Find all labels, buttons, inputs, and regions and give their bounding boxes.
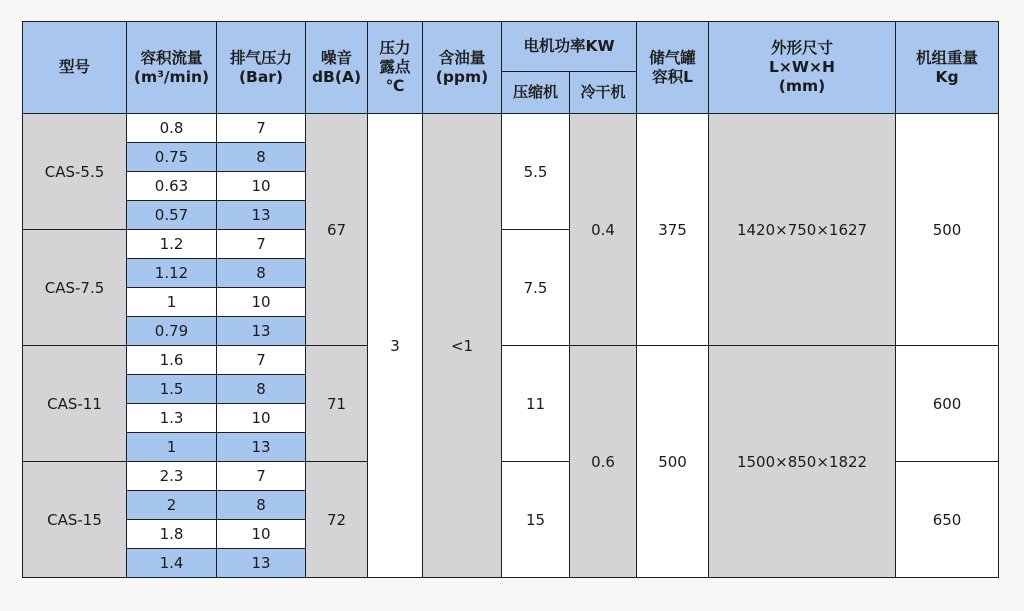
header-pressure <box>217 22 306 114</box>
pressure-cell: 13 <box>217 549 306 578</box>
dew-point-cell: 3 <box>368 114 423 578</box>
header-model-text: 型号 <box>58 58 90 76</box>
flow-cell: 1.5 <box>127 375 217 404</box>
flow-cell: 1 <box>127 433 217 462</box>
dryer-cell: 0.4 <box>570 114 637 346</box>
flow-cell: 1.4 <box>127 549 217 578</box>
pressure-cell: 13 <box>217 433 306 462</box>
header-flow-line1: 容积流量 <box>140 48 203 67</box>
pressure-cell: 7 <box>217 114 306 143</box>
header-weight-line2: Kg <box>935 67 959 86</box>
table-body <box>23 114 999 578</box>
header-model <box>23 22 127 114</box>
weight-cell: 600 <box>896 346 999 462</box>
dryer-cell: 0.6 <box>570 346 637 578</box>
pressure-cell: 8 <box>217 259 306 288</box>
header-tank <box>637 22 709 114</box>
pressure-cell: 10 <box>217 520 306 549</box>
header-dew-point <box>368 22 423 114</box>
compressor-cell: 11 <box>502 346 570 462</box>
header-flow-line2: (m³/min) <box>133 67 210 86</box>
flow-cell: 1.2 <box>127 230 217 259</box>
model-cell: CAS-7.5 <box>23 230 127 346</box>
flow-cell: 0.63 <box>127 172 217 201</box>
pressure-cell: 13 <box>217 201 306 230</box>
model-cell: CAS-11 <box>23 346 127 462</box>
header-noise-line2: dB(A) <box>311 67 362 86</box>
flow-cell: 0.75 <box>127 143 217 172</box>
model-cell: CAS-5.5 <box>23 114 127 230</box>
pressure-cell: 10 <box>217 172 306 201</box>
pressure-cell: 7 <box>217 230 306 259</box>
header-pressure-line2: (Bar) <box>238 67 284 86</box>
header-oil-line2: (ppm) <box>435 67 489 86</box>
header-weight-line1: 机组重量 <box>916 48 979 67</box>
header-compressor-text: 压缩机 <box>512 83 558 101</box>
header-oil-line1: 含油量 <box>438 48 486 67</box>
header-motor-power <box>502 22 637 72</box>
noise-cell: 72 <box>306 462 368 578</box>
header-dryer <box>570 72 637 114</box>
weight-cell: 500 <box>896 114 999 346</box>
compressor-cell: 15 <box>502 462 570 578</box>
flow-cell: 1.6 <box>127 346 217 375</box>
spec-table <box>22 21 999 578</box>
pressure-cell: 8 <box>217 375 306 404</box>
flow-cell: 2 <box>127 491 217 520</box>
flow-cell: 0.79 <box>127 317 217 346</box>
noise-cell: 67 <box>306 114 368 346</box>
header-tank-line1: 储气罐 <box>649 48 696 67</box>
header-dimensions <box>709 22 896 114</box>
header-motor-power-text: 电机功率KW <box>523 37 615 55</box>
model-cell: CAS-15 <box>23 462 127 578</box>
table-header <box>23 22 999 114</box>
table-row <box>23 114 999 143</box>
dimensions-cell: 1500×850×1822 <box>709 346 896 578</box>
spec-table-container <box>22 21 998 576</box>
header-oil-content <box>423 22 502 114</box>
flow-cell: 1 <box>127 288 217 317</box>
compressor-cell: 7.5 <box>502 230 570 346</box>
pressure-cell: 13 <box>217 317 306 346</box>
header-compressor <box>502 72 570 114</box>
header-dew-line3: ℃ <box>385 77 405 95</box>
header-flow <box>127 22 217 114</box>
flow-cell: 2.3 <box>127 462 217 491</box>
flow-cell: 1.3 <box>127 404 217 433</box>
weight-cell: 650 <box>896 462 999 578</box>
tank-cell: 500 <box>637 346 709 578</box>
header-dryer-text: 冷干机 <box>580 83 626 101</box>
header-noise <box>306 22 368 114</box>
flow-cell: 0.8 <box>127 114 217 143</box>
header-dim-line1: 外形尺寸 <box>771 39 834 57</box>
header-dew-line1: 压力 <box>379 39 411 57</box>
dimensions-cell: 1420×750×1627 <box>709 114 896 346</box>
header-noise-line1: 噪音 <box>320 48 352 67</box>
oil-content-cell: <1 <box>423 114 502 578</box>
compressor-cell: 5.5 <box>502 114 570 230</box>
pressure-cell: 10 <box>217 288 306 317</box>
pressure-cell: 8 <box>217 491 306 520</box>
flow-cell: 1.8 <box>127 520 217 549</box>
pressure-cell: 8 <box>217 143 306 172</box>
header-tank-line2: 容积L <box>652 67 693 86</box>
tank-cell: 375 <box>637 114 709 346</box>
header-pressure-line1: 排气压力 <box>229 48 292 67</box>
header-dew-line2: 露点 <box>379 58 411 76</box>
header-weight <box>896 22 999 114</box>
flow-cell: 0.57 <box>127 201 217 230</box>
pressure-cell: 10 <box>217 404 306 433</box>
pressure-cell: 7 <box>217 346 306 375</box>
noise-cell: 71 <box>306 346 368 462</box>
pressure-cell: 7 <box>217 462 306 491</box>
header-dim-line2: L×W×H <box>769 58 835 76</box>
flow-cell: 1.12 <box>127 259 217 288</box>
table-row <box>23 346 999 375</box>
header-dim-line3: (mm) <box>778 77 826 95</box>
